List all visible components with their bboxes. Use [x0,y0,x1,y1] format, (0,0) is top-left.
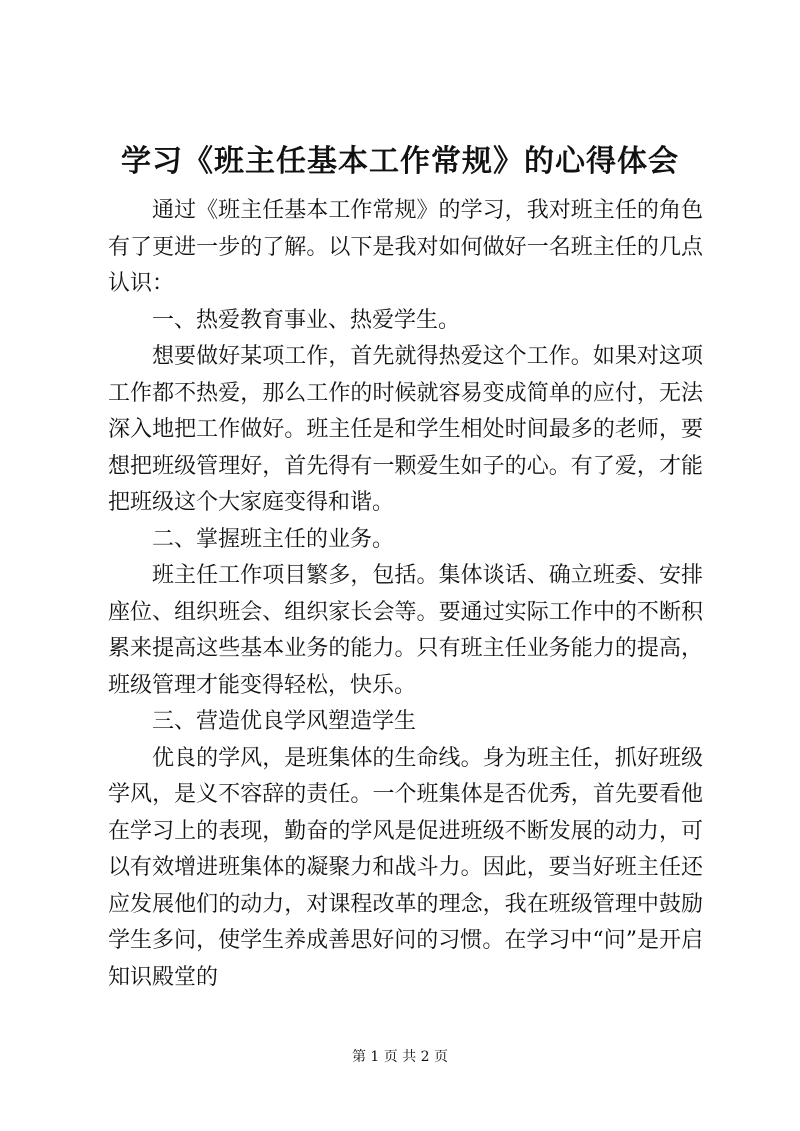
paragraph-section-2: 班主任工作项目繁多，包括。集体谈话、确立班委、安排座位、组织班会、组织家长会等。要通过实际工作中的不断积累来提高这些基本业务的能力。只有班主任业务能力的提高，班级管理才能变得轻松，快乐。 [108,563,703,698]
document-body [108,193,703,996]
document-title: 学习《班主任基本工作常规》的心得体会 [121,144,679,179]
section-heading-3: 三、营造优良学风塑造学生 [152,709,417,734]
page-footer: 第 1 页 共 2 页 [351,1049,449,1065]
paragraph-section-1: 想要做好某项工作，首先就得热爱这个工作。如果对这项工作都不热爱，那么工作的时候就容易变成简单的应付，无法深入地把工作做好。班主任是和学生相处时间最多的老师，要想把班级管理好，首先得有一颗爱生如子的心。有了爱，才能把班级这个大家庭变得和谐。 [108,344,703,515]
section-heading-1: 一、热爱教育事业、热爱学生。 [152,307,461,333]
section-heading-2: 二、掌握班主任的业务。 [152,526,395,552]
paragraph-intro: 通过《班主任基本工作常规》的学习，我对班主任的角色有了更进一步的了解。以下是我对如何做好一名班主任的几点认识： [108,198,703,296]
paragraph-section-3: 优良的学风，是班集体的生命线。身为班主任，抓好班级学风，是义不容辞的责任。一个班集体是否优秀，首先要看他在学习上的表现，勤奋的学风是促进班级不断发展的动力，可以有效增进班集体的凝聚力和战斗力。因此，要当好班主任还应发展他们的动力，对课程改革的理念，我在班级管理中鼓励学生多问，使学生养成善思好问的习惯。在学习中“问”是开启知识殿堂的 [108,745,703,990]
